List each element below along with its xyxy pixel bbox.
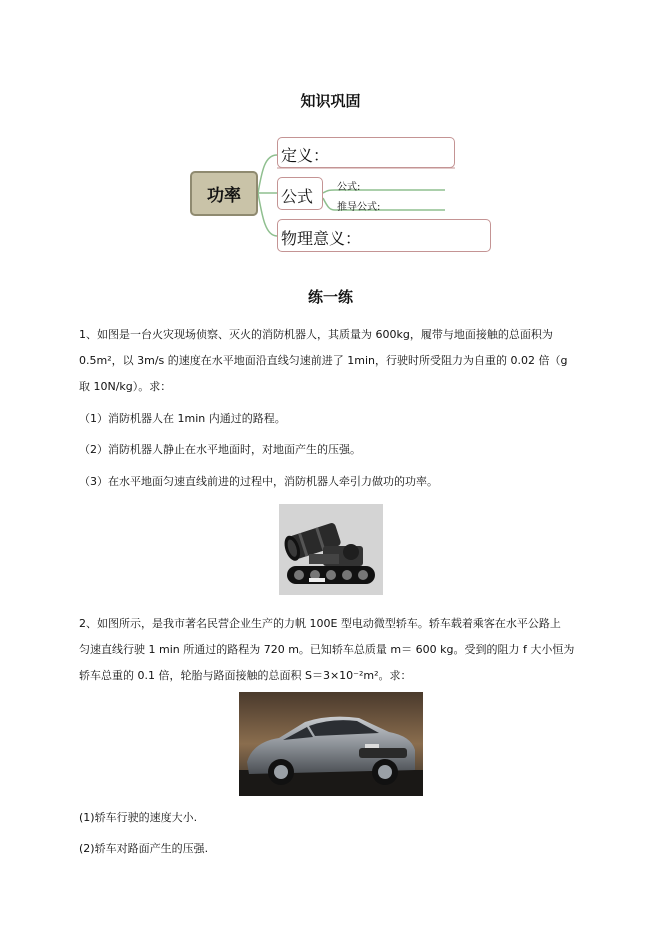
q2-sub2: (2)轿车对路面产生的压强. xyxy=(79,842,209,855)
q1-line2: 0.5m²，以 3m/s 的速度在水平地面沿直线匀速前进了 1min，行驶时所受阻力为自重的 0.02 倍（g xyxy=(79,354,568,367)
mindmap-formula-sub1: 公式: xyxy=(337,182,361,193)
mindmap-definition-label: 定义： xyxy=(281,146,330,165)
fire-robot-image xyxy=(279,504,383,595)
q1-line1: 1、如图是一台火灾现场侦察、灭火的消防机器人，其质量为 600kg，履带与地面接触的总面积为 xyxy=(79,328,553,341)
q1-line3: 取 10N/kg）。求： xyxy=(79,380,172,393)
q1-sub3: （3）在水平地面匀速直线前进的过程中，消防机器人牵引力做功的功率。 xyxy=(79,475,438,488)
q2-sub1: (1)轿车行驶的速度大小. xyxy=(79,811,198,824)
q2-line2: 匀速直线行驶 1 min 所通过的路程为 720 m。已知轿车总质量 m＝ 600 kg。受到的阻力 f 大小恒为 xyxy=(79,643,575,656)
q2-line1: 2、如图所示，是我市著名民营企业生产的力帆 100E 型电动微型轿车。轿车载着乘客在水平公路上 xyxy=(79,617,561,630)
q1-sub1: （1）消防机器人在 1min 内通过的路程。 xyxy=(79,412,286,425)
mindmap-meaning-label: 物理意义： xyxy=(281,229,362,248)
car-image xyxy=(239,692,423,796)
heading-practice: 练一练 xyxy=(307,288,353,306)
heading-knowledge: 知识巩固 xyxy=(300,92,361,110)
q1-sub2: （2）消防机器人静止在水平地面时，对地面产生的压强。 xyxy=(79,443,361,456)
mindmap-formula-sub2: 推导公式: xyxy=(337,202,381,213)
mindmap-formula-label: 公式 xyxy=(281,187,314,206)
mindmap-center-node: 功率 xyxy=(190,171,258,216)
q2-line3: 轿车总重的 0.1 倍，轮胎与路面接触的总面积 S＝3×10⁻²m²。求： xyxy=(79,669,412,682)
